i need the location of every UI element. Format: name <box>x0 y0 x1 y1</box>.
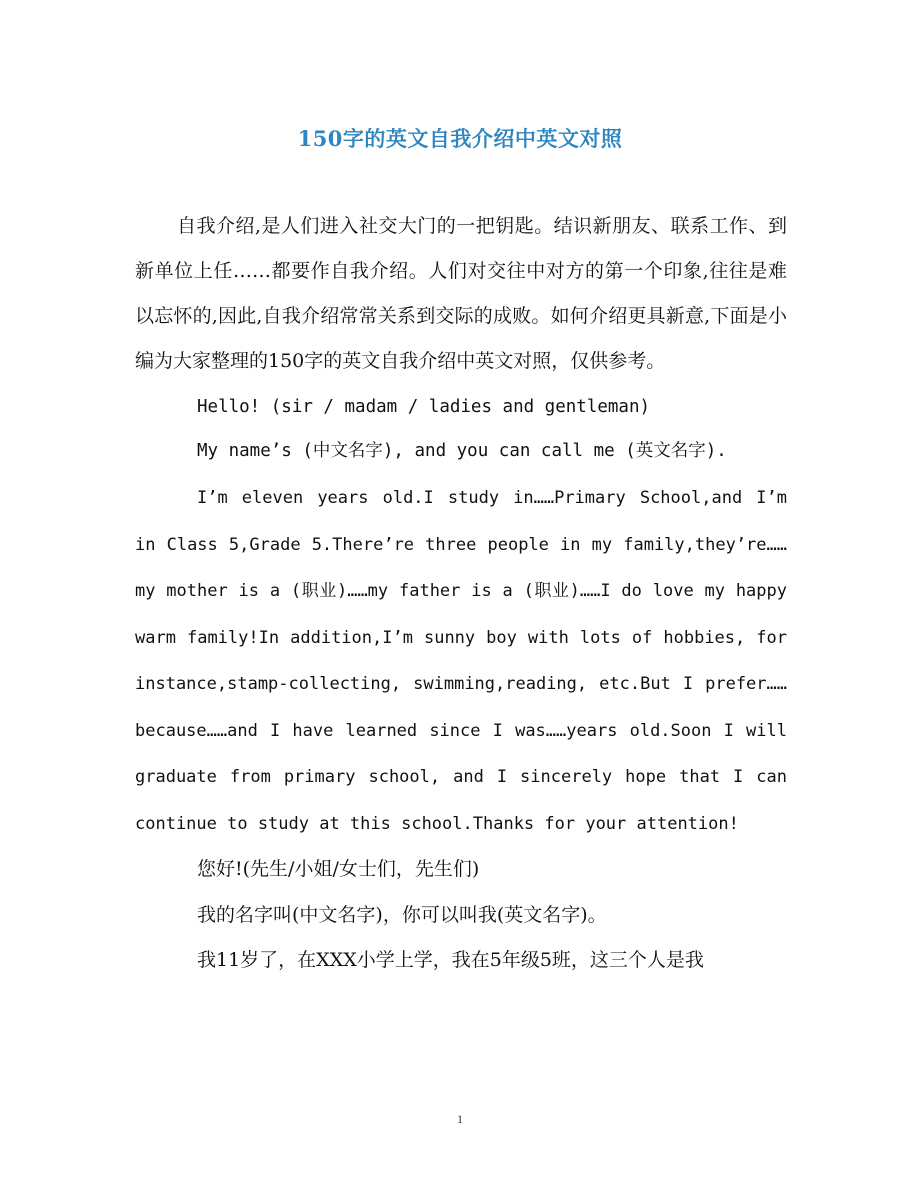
chinese-greeting: 您好!(先生/小姐/女士们，先生们) <box>197 858 480 880</box>
chinese-body-start: 我11岁了，在XXX小学上学，我在5年级5班，这三个人是我 <box>197 949 704 971</box>
english-greeting: Hello! (sir / madam / ladies and gentleman) <box>197 397 651 417</box>
document-title: 150字的英文自我介绍中英文对照 <box>297 126 623 151</box>
page-number: 1 <box>457 1112 463 1126</box>
document-body <box>135 204 787 984</box>
english-name-line: My name’s (中文名字), and you can call me (英文名字). <box>197 441 727 461</box>
intro-paragraph: 自我介绍,是人们进入社交大门的一把钥匙。结识新朋友、联系工作、到新单位上任……都要作自我介绍。人们对交往中对方的第一个印象,往往是难以忘怀的,因此,自我介绍常常关系到交际的成败。如何介绍更具新意,下面是小编为大家整理的150字的英文自我介绍中英文对照，仅供参考。 <box>135 215 787 372</box>
english-body-paragraph: I’m eleven years old.I study in……Primary School,and I’m in Class 5,Grade 5.There’re three people in my family,they’re……my mother is a (职业)……my father is a (职业)……I do love my happy warm family!In addition,I’m sunny boy with lots of hobbies, for instance,stamp-collecting, swimming,reading, etc.But I prefer……because……and I have learned since I was……years old.Soon I will graduate from primary school, and I sincerely hope that I can continue to study at this school.Thanks for your attention! <box>135 488 787 834</box>
chinese-name-line: 我的名字叫(中文名字)，你可以叫我(英文名字)。 <box>197 903 607 926</box>
